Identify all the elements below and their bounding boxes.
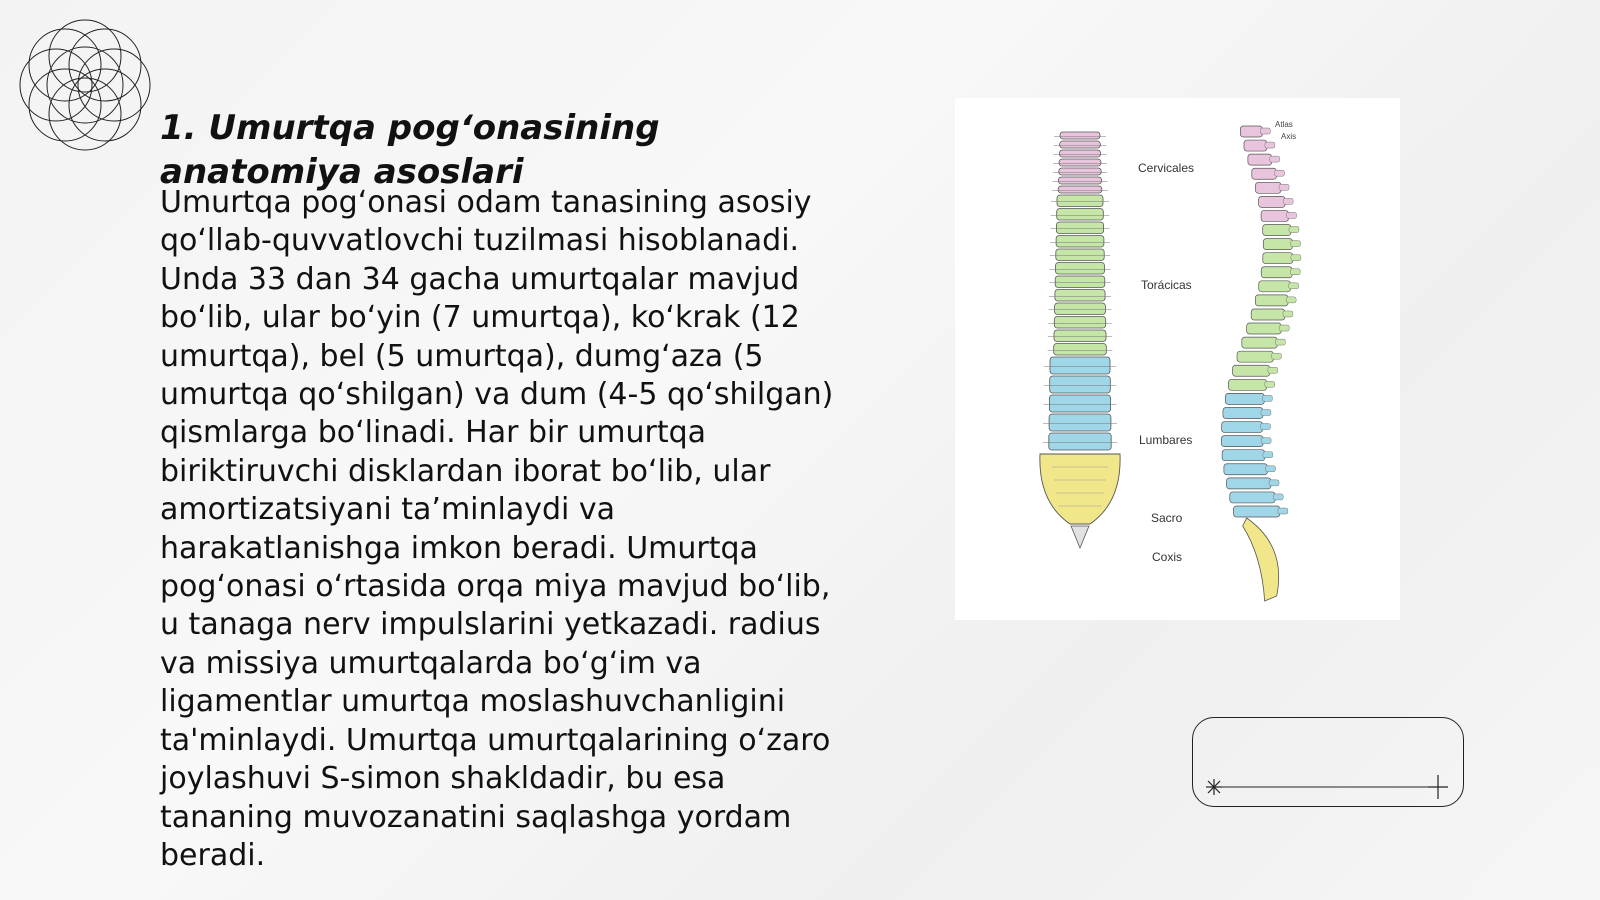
side-vertebra: [1233, 365, 1270, 376]
label-atlas: Atlas: [1275, 120, 1293, 129]
side-vertebra: [1255, 295, 1288, 306]
overlapping-circles-icon: [10, 10, 160, 160]
side-vertebra: [1263, 225, 1291, 236]
vertebra: [1054, 317, 1105, 329]
spine-illustration: [955, 98, 1400, 620]
coccyx: [1071, 526, 1089, 548]
crosshair-icon: [1428, 775, 1448, 799]
side-vertebra: [1244, 140, 1267, 151]
side-vertebra: [1230, 492, 1275, 503]
side-vertebra: [1263, 253, 1293, 264]
label-cervical: Cervicales: [1138, 161, 1195, 175]
side-vertebra: [1222, 422, 1263, 433]
label-lumbar: Lumbares: [1139, 433, 1193, 447]
vertebra: [1049, 414, 1111, 431]
side-vertebra: [1240, 126, 1262, 137]
side-vertebra: [1223, 407, 1263, 418]
vertebra: [1056, 249, 1104, 261]
vertebra: [1056, 222, 1103, 234]
vertebra: [1055, 303, 1106, 315]
side-vertebra: [1229, 379, 1267, 390]
vertebra: [1057, 195, 1103, 207]
vertebra: [1060, 132, 1100, 139]
vertebra: [1054, 344, 1107, 356]
side-vertebra: [1255, 182, 1281, 193]
side-vertebra: [1247, 323, 1282, 334]
side-view-spine: [1221, 126, 1301, 601]
side-vertebra: [1234, 506, 1280, 517]
slide-body-text: Umurtqa pog‘onasi odam tanasining asosiy qo‘llab-quvvatlovchi tuzilmasi hisoblanadi. Unda 33 dan 34 gacha umurtqalar mavjud bo‘lib, ular bo‘yin (7 umurtqa), ko‘krak (12 umurtqa), bel (5 umurtqa), dumg‘aza (5 umurtqa qo‘shilgan) va dum (4-5 qo‘shilgan) qismlarga bo‘linadi. Har bir umurtqa biriktiruvchi disklardan iborat bo‘lib, ular amortizatsiyani ta’minlaydi va harakatlanishga imkon beradi. Umurtqa pog‘onasi o‘rtasida orqa miya mavjud bo‘lib, u tanaga nerv impulslarini yetkazadi. radius va missiya umurtqalarda bo‘g‘im va ligamentlar umurtqa moslashuvchanligini ta'minlaydi. Umurtqa umurtqalarining o‘zaro joylashuvi S-simon shakldadir, bu esa tananing muvozanatini saqlashga yordam beradi.: [160, 185, 834, 873]
side-vertebra: [1225, 393, 1264, 404]
vertebra: [1057, 209, 1104, 221]
label-sacrum: Sacro: [1151, 511, 1183, 525]
vertebra: [1058, 186, 1102, 193]
side-vertebra: [1221, 436, 1263, 447]
side-vertebra: [1259, 281, 1291, 292]
slide-title: 1. Umurtqa pog‘onasining anatomiya asoslari: [160, 108, 660, 192]
label-thoracic: Torácicas: [1141, 278, 1192, 292]
sacrum: [1040, 454, 1120, 524]
decorative-scale-box: [1192, 717, 1464, 807]
vertebra: [1056, 263, 1105, 275]
spine-anatomy-figure: [955, 98, 1400, 620]
vertebra: [1060, 141, 1101, 148]
vertebra: [1059, 168, 1101, 175]
side-vertebra: [1224, 464, 1268, 475]
side-vertebra: [1259, 196, 1286, 207]
side-vertebra: [1252, 168, 1277, 179]
vertebra: [1059, 177, 1102, 184]
side-sacrum: [1243, 518, 1279, 601]
side-vertebra: [1261, 267, 1292, 278]
side-vertebra: [1251, 309, 1285, 320]
label-axis: Axis: [1281, 132, 1297, 141]
front-view-spine: [1040, 132, 1120, 548]
vertebra: [1056, 236, 1104, 248]
side-vertebra: [1242, 337, 1278, 348]
vertebra: [1055, 276, 1105, 288]
vertebra: [1050, 357, 1110, 374]
side-vertebra: [1261, 210, 1288, 221]
vertebra: [1049, 433, 1111, 450]
vertebra: [1054, 330, 1106, 342]
side-vertebra: [1227, 478, 1272, 489]
side-vertebra: [1263, 239, 1292, 250]
side-vertebra: [1222, 450, 1265, 461]
side-vertebra: [1237, 351, 1273, 362]
vertebra: [1059, 150, 1100, 157]
vertebra: [1055, 290, 1105, 302]
sparkle-icon: [1206, 779, 1222, 795]
vertebra: [1050, 376, 1111, 393]
side-vertebra: [1248, 154, 1272, 165]
label-coccyx: Coxis: [1152, 550, 1183, 564]
vertebra: [1059, 159, 1101, 166]
vertebra: [1049, 395, 1110, 412]
scale-line: [1192, 717, 1464, 807]
